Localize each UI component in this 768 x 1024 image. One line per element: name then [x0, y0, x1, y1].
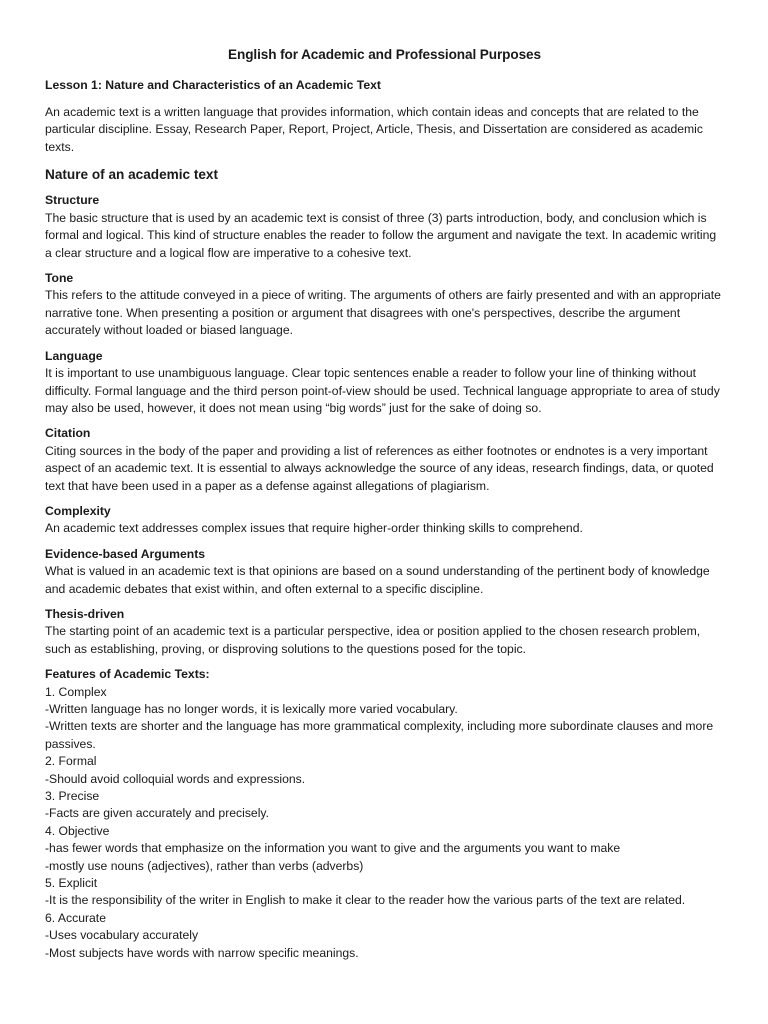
feature-line: -Should avoid colloquial words and expressions.	[45, 771, 306, 786]
feature-line: -mostly use nouns (adjectives), rather than verbs (adverbs)	[45, 858, 364, 873]
section-heading: Complexity	[45, 503, 111, 518]
intro-paragraph: An academic text is a written language that provides information, which contain ideas and concepts that are related to the particular discipline. Essay, Research Paper, Report, Project, Article, Thesis, and Dissertation are considered as academic texts.	[45, 104, 703, 154]
section-body: What is valued in an academic text is that opinions are based on a sound understanding of the pertinent body of knowledge and academic debates that exist within, and often external to a specific discipline.	[45, 564, 710, 596]
nature-heading: Nature of an academic text	[45, 167, 219, 183]
features-list	[45, 666, 724, 962]
section-complexity	[45, 503, 724, 538]
section-heading: Evidence-based Arguments	[45, 546, 206, 561]
section-evidence-based-arguments	[45, 546, 724, 598]
section-heading: Tone	[45, 271, 74, 286]
section-heading: Citation	[45, 426, 91, 441]
feature-line: 2. Formal	[45, 754, 97, 769]
feature-line: -Written language has no longer words, it is lexically more varied vocabulary.	[45, 702, 458, 716]
feature-line: 4. Objective	[45, 823, 110, 838]
section-body: The basic structure that is used by an academic text is consist of three (3) parts introduction, body, and conclusion which is formal and logical. This kind of structure enables the reader to follow the argument and navigate the text. In academic writing a clear structure and a logical flow are imperative to a cohesive text.	[45, 210, 717, 260]
section-thesis-driven	[45, 606, 724, 658]
section-heading: Structure	[45, 193, 100, 208]
feature-line: 6. Accurate	[45, 910, 106, 925]
section-citation	[45, 425, 724, 495]
section-heading: Thesis-driven	[45, 606, 125, 621]
section-heading: Language	[45, 348, 103, 363]
feature-line: -Uses vocabulary accurately	[45, 928, 199, 943]
feature-line: -It is the responsibility of the writer in English to make it clear to the reader how the various parts of the text are related.	[45, 893, 686, 908]
section-body: This refers to the attitude conveyed in a piece of writing. The arguments of others are fairly presented and with an appropriate narrative tone. When presenting a position or argument that disagrees with one's perspectives, describe the argument accurately without loaded or biased language.	[45, 288, 721, 338]
section-body: It is important to use unambiguous language. Clear topic sentences enable a reader to follow your line of thinking without difficulty. Formal language and the third person point-of-view should be used. Technical language appropriate to area of study may also be used, however, it does not mean using “big words” just for the sake of doing so.	[45, 366, 720, 415]
section-body: Citing sources in the body of the paper and providing a list of references as either footnotes or endnotes is a very important aspect of an academic text. It is essential to always acknowledge the source of any ideas, research findings, data, or quoted text that have been used in a paper as a defense against allegations of plagiarism.	[45, 443, 714, 493]
feature-line: -Most subjects have words with narrow specific meanings.	[45, 945, 359, 960]
section-body: An academic text addresses complex issues that require higher-order thinking skills to comprehend.	[45, 521, 583, 536]
section-body: The starting point of an academic text is a particular perspective, idea or position applied to the chosen research problem, such as establishing, proving, or disproving solutions to the questions posed for the topic.	[45, 624, 701, 656]
feature-line: 3. Precise	[45, 789, 100, 804]
feature-line: -has fewer words that emphasize on the information you want to give and the arguments you want to make	[45, 841, 621, 856]
features-heading: Features of Academic Texts:	[45, 667, 210, 682]
feature-line: 1. Complex	[45, 684, 107, 699]
section-language	[45, 348, 724, 418]
feature-line: -Facts are given accurately and precisely.	[45, 806, 269, 821]
section-structure	[45, 192, 724, 262]
document-title: English for Academic and Professional Purposes	[228, 47, 541, 62]
feature-line: 5. Explicit	[45, 876, 98, 891]
lesson-title: Lesson 1: Nature and Characteristics of an Academic Text	[45, 78, 381, 93]
section-tone	[45, 270, 724, 340]
feature-line: -Written texts are shorter and the language has more grammatical complexity, including more subordinate clauses and more passives.	[45, 719, 714, 751]
